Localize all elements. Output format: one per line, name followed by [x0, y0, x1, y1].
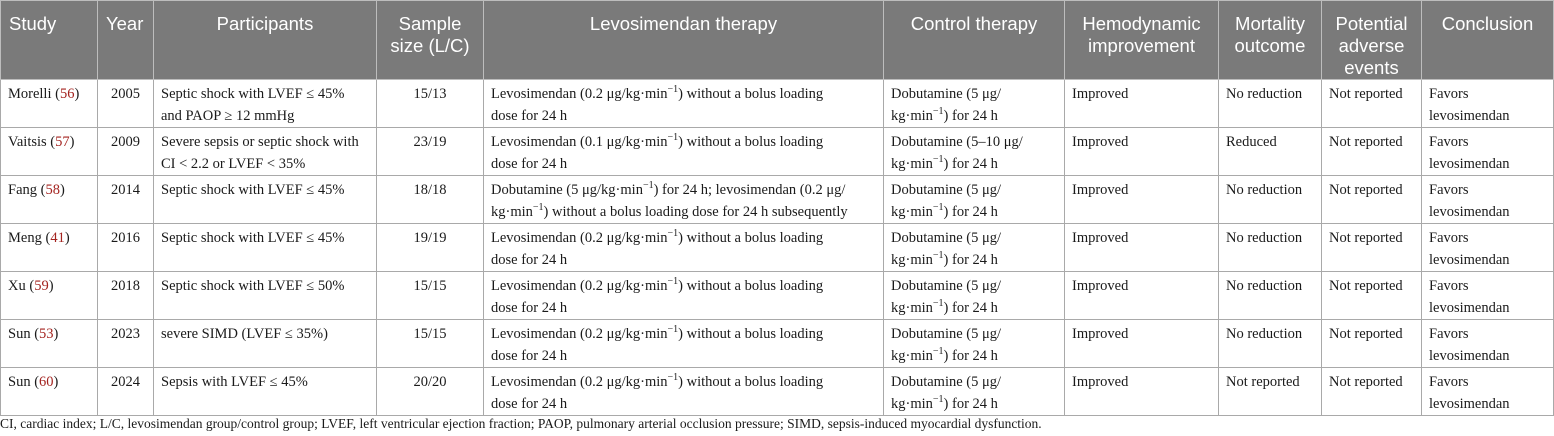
superscript-minus-one: −1	[667, 276, 679, 288]
control-text-cont: kg·min	[891, 348, 933, 364]
header-study: Study	[1, 1, 98, 80]
sample-size-value: 20/20	[413, 374, 447, 390]
adverse-events-cell-value: Not reported	[1329, 278, 1403, 294]
table-row	[1, 320, 1554, 368]
study-cell: Morelli (56)	[1, 80, 98, 128]
conclusion-text-cont: levosimendan	[1429, 396, 1510, 412]
participants-cell	[154, 272, 377, 320]
participants-text: Septic shock with LVEF ≤ 45%	[161, 86, 345, 102]
levosimendan-text-cont: ) without a bolus loading	[678, 134, 824, 150]
participants-text-cont: CI < 2.2 or LVEF < 35%	[161, 156, 306, 172]
superscript-minus-one: −1	[932, 298, 944, 310]
participants-text: Severe sepsis or septic shock with	[161, 134, 359, 150]
control-text-cont: ) for 24 h	[943, 396, 998, 412]
sample-size-cell	[377, 272, 484, 320]
mortality-cell-value: Not reported	[1226, 374, 1300, 390]
sample-size-value: 19/19	[413, 230, 447, 246]
levosimendan-text: Levosimendan (0.2 μg/kg·min	[491, 86, 668, 102]
year-cell	[98, 224, 154, 272]
control-cell	[884, 272, 1065, 320]
year-value: 2005	[111, 86, 140, 102]
header-sample-size: Sample size (L/C)	[377, 1, 484, 80]
levosimendan-cell	[484, 176, 884, 224]
header-participants: Participants	[154, 1, 377, 80]
study-cell: Meng (41)	[1, 224, 98, 272]
adverse-events-cell	[1322, 80, 1422, 128]
levosimendan-text-cont: ) without a bolus loading	[678, 230, 824, 246]
conclusion-cell	[1422, 272, 1554, 320]
control-text-cont: kg·min	[891, 108, 933, 124]
mortality-cell	[1219, 128, 1322, 176]
year-value: 2018	[111, 278, 140, 294]
study-cell: Xu (59)	[1, 272, 98, 320]
reference-link[interactable]: 59	[34, 278, 49, 294]
levosimendan-text-cont: ) without a bolus loading	[678, 374, 824, 390]
adverse-events-cell	[1322, 176, 1422, 224]
hemodynamic-cell-value: Improved	[1072, 326, 1129, 342]
table-body	[1, 80, 1554, 416]
superscript-minus-one: −1	[667, 228, 679, 240]
header-hemodynamic: Hemodynamic improvement	[1065, 1, 1219, 80]
participants-text: Sepsis with LVEF ≤ 45%	[161, 374, 308, 390]
year-cell	[98, 320, 154, 368]
control-text-cont: ) for 24 h	[943, 204, 998, 220]
table-row	[1, 128, 1554, 176]
conclusion-text: Favors	[1429, 230, 1469, 246]
levosimendan-cell	[484, 272, 884, 320]
levosimendan-cell	[484, 80, 884, 128]
sample-size-cell	[377, 320, 484, 368]
superscript-minus-one: −1	[932, 346, 944, 358]
study-name: Sun	[8, 374, 31, 390]
hemodynamic-cell-value: Improved	[1072, 86, 1129, 102]
levosimendan-text-cont: ) without a bolus loading dose for 24 h subsequently	[543, 204, 848, 220]
adverse-events-cell	[1322, 368, 1422, 416]
adverse-events-cell-value: Not reported	[1329, 326, 1403, 342]
mortality-cell	[1219, 176, 1322, 224]
conclusion-cell	[1422, 320, 1554, 368]
sample-size-cell	[377, 224, 484, 272]
levosimendan-text-cont: dose for 24 h	[491, 108, 568, 124]
hemodynamic-cell	[1065, 224, 1219, 272]
adverse-events-cell	[1322, 272, 1422, 320]
hemodynamic-cell-value: Improved	[1072, 182, 1129, 198]
sample-size-cell	[377, 176, 484, 224]
mortality-cell-value: Reduced	[1226, 134, 1277, 150]
adverse-events-cell-value: Not reported	[1329, 134, 1403, 150]
participants-cell	[154, 320, 377, 368]
sample-size-cell	[377, 128, 484, 176]
sample-size-value: 15/15	[413, 278, 447, 294]
sample-size-value: 18/18	[413, 182, 447, 198]
levosimendan-cell	[484, 320, 884, 368]
control-cell	[884, 320, 1065, 368]
levosimendan-cell	[484, 128, 884, 176]
conclusion-text-cont: levosimendan	[1429, 108, 1510, 124]
reference-link[interactable]: 57	[55, 134, 70, 150]
conclusion-text-cont: levosimendan	[1429, 348, 1510, 364]
header-year: Year	[98, 1, 154, 80]
conclusion-cell	[1422, 224, 1554, 272]
adverse-events-cell	[1322, 320, 1422, 368]
superscript-minus-one: −1	[642, 180, 654, 192]
study-name: Fang	[8, 182, 37, 198]
control-text: Dobutamine (5 μg/	[891, 86, 1002, 102]
mortality-cell	[1219, 272, 1322, 320]
levosimendan-text-cont: dose for 24 h	[491, 156, 568, 172]
conclusion-text-cont: levosimendan	[1429, 252, 1510, 268]
hemodynamic-cell	[1065, 176, 1219, 224]
study-cell: Fang (58)	[1, 176, 98, 224]
levosimendan-text-cont: kg·min	[491, 204, 533, 220]
control-text-cont: ) for 24 h	[943, 300, 998, 316]
conclusion-text: Favors	[1429, 182, 1469, 198]
conclusion-text-cont: levosimendan	[1429, 300, 1510, 316]
control-cell	[884, 176, 1065, 224]
hemodynamic-cell-value: Improved	[1072, 374, 1129, 390]
hemodynamic-cell	[1065, 320, 1219, 368]
superscript-minus-one: −1	[932, 394, 944, 406]
control-cell	[884, 80, 1065, 128]
participants-text: severe SIMD (LVEF ≤ 35%)	[161, 326, 328, 342]
control-text: Dobutamine (5 μg/	[891, 182, 1002, 198]
participants-text: Septic shock with LVEF ≤ 45%	[161, 182, 345, 198]
superscript-minus-one: −1	[932, 202, 944, 214]
levosimendan-text-cont: ) for 24 h; levosimendan (0.2 μg/	[653, 182, 846, 198]
reference-link[interactable]: 60	[39, 374, 54, 390]
superscript-minus-one: −1	[932, 250, 944, 262]
year-value: 2016	[111, 230, 140, 246]
levosimendan-text-cont: ) without a bolus loading	[678, 326, 824, 342]
superscript-minus-one: −1	[667, 372, 679, 384]
levosimendan-text-cont: ) without a bolus loading	[678, 86, 824, 102]
mortality-cell-value: No reduction	[1226, 182, 1303, 198]
conclusion-text: Favors	[1429, 326, 1469, 342]
study-name: Morelli	[8, 86, 52, 102]
control-cell	[884, 128, 1065, 176]
sample-size-value: 15/13	[413, 86, 447, 102]
control-text-cont: kg·min	[891, 156, 933, 172]
hemodynamic-cell	[1065, 272, 1219, 320]
adverse-events-cell	[1322, 224, 1422, 272]
conclusion-text: Favors	[1429, 86, 1469, 102]
study-name: Vaitsis	[8, 134, 47, 150]
adverse-events-cell-value: Not reported	[1329, 182, 1403, 198]
conclusion-cell	[1422, 80, 1554, 128]
levosimendan-text: Levosimendan (0.2 μg/kg·min	[491, 374, 668, 390]
year-cell	[98, 128, 154, 176]
adverse-events-cell-value: Not reported	[1329, 86, 1403, 102]
control-text-cont: kg·min	[891, 396, 933, 412]
participants-cell	[154, 80, 377, 128]
levosimendan-cell	[484, 224, 884, 272]
levosimendan-text: Levosimendan (0.1 μg/kg·min	[491, 134, 668, 150]
control-text: Dobutamine (5 μg/	[891, 278, 1002, 294]
mortality-cell-value: No reduction	[1226, 86, 1303, 102]
conclusion-cell	[1422, 176, 1554, 224]
levosimendan-text-cont: ) without a bolus loading	[678, 278, 824, 294]
table-footnote: CI, cardiac index; L/C, levosimendan group/control group; LVEF, left ventricular ejection fraction; PAOP, pulmonary arterial occlusion pressure; SIMD, sepsis-induced myocardial dysfunction.	[0, 416, 1042, 431]
header-control-therapy: Control therapy	[884, 1, 1065, 80]
levosimendan-text-cont: dose for 24 h	[491, 300, 568, 316]
control-text-cont: ) for 24 h	[943, 348, 998, 364]
participants-text: Septic shock with LVEF ≤ 45%	[161, 230, 345, 246]
adverse-events-cell-value: Not reported	[1329, 230, 1403, 246]
adverse-events-cell-value: Not reported	[1329, 374, 1403, 390]
participants-cell	[154, 224, 377, 272]
study-cell: Sun (60)	[1, 368, 98, 416]
superscript-minus-one: −1	[932, 154, 944, 166]
header-levosimendan-therapy: Levosimendan therapy	[484, 1, 884, 80]
year-cell	[98, 368, 154, 416]
year-cell	[98, 80, 154, 128]
conclusion-text: Favors	[1429, 374, 1469, 390]
mortality-cell	[1219, 320, 1322, 368]
mortality-cell-value: No reduction	[1226, 230, 1303, 246]
control-cell	[884, 368, 1065, 416]
levosimendan-text-cont: dose for 24 h	[491, 396, 568, 412]
year-value: 2014	[111, 182, 140, 198]
study-cell: Sun (53)	[1, 320, 98, 368]
table-row	[1, 176, 1554, 224]
conclusion-text-cont: levosimendan	[1429, 156, 1510, 172]
table-row	[1, 80, 1554, 128]
superscript-minus-one: −1	[532, 202, 544, 214]
header-adverse-events: Potential adverse events	[1322, 1, 1422, 80]
year-value: 2024	[111, 374, 140, 390]
levosimendan-text: Levosimendan (0.2 μg/kg·min	[491, 326, 668, 342]
year-value: 2009	[111, 134, 140, 150]
hemodynamic-cell	[1065, 80, 1219, 128]
participants-text-cont: and PAOP ≥ 12 mmHg	[161, 108, 295, 124]
conclusion-text: Favors	[1429, 134, 1469, 150]
reference-link[interactable]: 56	[59, 86, 75, 102]
sample-size-value: 15/15	[413, 326, 447, 342]
participants-text: Septic shock with LVEF ≤ 50%	[161, 278, 345, 294]
conclusion-cell	[1422, 128, 1554, 176]
study-cell: Vaitsis (57)	[1, 128, 98, 176]
levosimendan-text-cont: dose for 24 h	[491, 252, 568, 268]
hemodynamic-cell-value: Improved	[1072, 230, 1129, 246]
header-row	[1, 1, 1554, 80]
mortality-cell-value: No reduction	[1226, 326, 1303, 342]
control-text-cont: ) for 24 h	[943, 108, 998, 124]
control-text: Dobutamine (5–10 μg/	[891, 134, 1023, 150]
control-text-cont: kg·min	[891, 204, 933, 220]
hemodynamic-cell	[1065, 128, 1219, 176]
levosimendan-text: Levosimendan (0.2 μg/kg·min	[491, 230, 668, 246]
superscript-minus-one: −1	[932, 106, 944, 118]
table-row	[1, 224, 1554, 272]
conclusion-text-cont: levosimendan	[1429, 204, 1510, 220]
mortality-cell-value: No reduction	[1226, 278, 1303, 294]
year-value: 2023	[111, 326, 140, 342]
participants-cell	[154, 176, 377, 224]
levosimendan-cell	[484, 368, 884, 416]
header-mortality: Mortality outcome	[1219, 1, 1322, 80]
reference-link[interactable]: 41	[50, 230, 65, 246]
sample-size-cell	[377, 368, 484, 416]
control-text-cont: ) for 24 h	[943, 156, 998, 172]
reference-link[interactable]: 53	[39, 326, 54, 342]
control-text: Dobutamine (5 μg/	[891, 374, 1002, 390]
table-row	[1, 368, 1554, 416]
reference-link[interactable]: 58	[45, 182, 60, 198]
control-cell	[884, 224, 1065, 272]
conclusion-cell	[1422, 368, 1554, 416]
superscript-minus-one: −1	[667, 324, 679, 336]
mortality-cell	[1219, 368, 1322, 416]
participants-cell	[154, 368, 377, 416]
sample-size-cell	[377, 80, 484, 128]
study-name: Xu	[8, 278, 26, 294]
superscript-minus-one: −1	[667, 84, 679, 96]
year-cell	[98, 176, 154, 224]
conclusion-text: Favors	[1429, 278, 1469, 294]
levosimendan-text: Levosimendan (0.2 μg/kg·min	[491, 278, 668, 294]
control-text: Dobutamine (5 μg/	[891, 230, 1002, 246]
levosimendan-text-cont: dose for 24 h	[491, 348, 568, 364]
superscript-minus-one: −1	[667, 132, 679, 144]
control-text-cont: kg·min	[891, 300, 933, 316]
table-row	[1, 272, 1554, 320]
levosimendan-text: Dobutamine (5 μg/kg·min	[491, 182, 643, 198]
control-text: Dobutamine (5 μg/	[891, 326, 1002, 342]
hemodynamic-cell	[1065, 368, 1219, 416]
year-cell	[98, 272, 154, 320]
control-text-cont: kg·min	[891, 252, 933, 268]
participants-cell	[154, 128, 377, 176]
mortality-cell	[1219, 224, 1322, 272]
mortality-cell	[1219, 80, 1322, 128]
hemodynamic-cell-value: Improved	[1072, 278, 1129, 294]
adverse-events-cell	[1322, 128, 1422, 176]
header-conclusion: Conclusion	[1422, 1, 1554, 80]
study-name: Meng	[8, 230, 42, 246]
control-text-cont: ) for 24 h	[943, 252, 998, 268]
study-name: Sun	[8, 326, 31, 342]
sample-size-value: 23/19	[413, 134, 447, 150]
hemodynamic-cell-value: Improved	[1072, 134, 1129, 150]
